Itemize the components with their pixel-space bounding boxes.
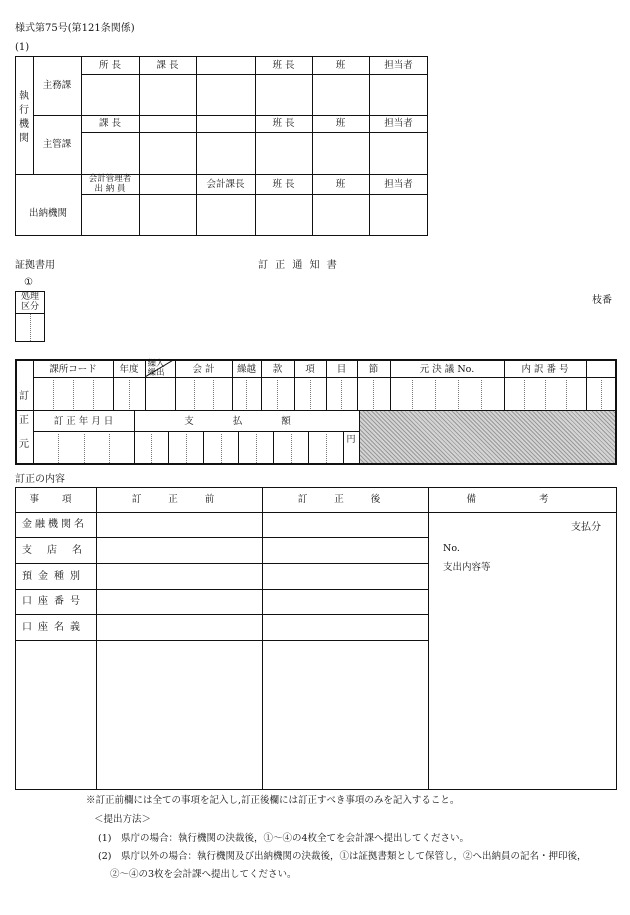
notes-detail-label: 支出内容等 xyxy=(443,562,491,573)
notes-no-label: No. xyxy=(443,543,460,554)
correction-source-label: 訂正元 xyxy=(19,391,29,450)
header-after: 訂 正 後 xyxy=(297,494,393,505)
notes-payment-label: 支払分 xyxy=(571,522,601,533)
processing-label-1: 処理 xyxy=(20,292,39,302)
header-moku: 目 xyxy=(336,364,347,375)
shumuka-label: 主務課 xyxy=(42,80,72,91)
doc-title: 訂 正 通 知 書 xyxy=(258,260,339,271)
header-kan: 款 xyxy=(272,364,283,375)
header-kou: 項 xyxy=(305,364,315,375)
header-item: 事 項 xyxy=(29,494,82,505)
header-fiscal-year: 年度 xyxy=(119,364,139,375)
submission-method-1: (1) 県庁の場合：執行機関の決裁後，①～④の4枚全てを会計課へ提出してください。 xyxy=(98,833,470,844)
cashier-label: 出 納 員 xyxy=(94,184,126,194)
header-before: 訂 正 前 xyxy=(131,494,227,505)
header-payment-amount: 支 払 額 xyxy=(184,416,309,427)
approval-cell: 班 xyxy=(335,60,346,71)
header-account: 会 計 xyxy=(192,364,215,375)
approval-cell: 課 長 xyxy=(98,118,122,129)
header-correction-date: 訂 正 年 月 日 xyxy=(53,416,114,427)
processing-label-2: 区分 xyxy=(20,302,39,312)
form-number: 様式第75号(第121条関係) xyxy=(15,23,135,34)
header-resolution-no: 元 決 議 No. xyxy=(419,364,475,375)
row-bank-name: 金融機関名 xyxy=(22,519,87,530)
header-breakdown-no: 内 訳 番 号 xyxy=(521,364,569,375)
row-deposit-type: 預金種別 xyxy=(22,571,86,582)
header-kanshutsu: 繰出 xyxy=(147,368,165,378)
submission-method-title: ＜提出方法＞ xyxy=(94,814,152,825)
row-account-number: 口座番号 xyxy=(22,596,86,607)
branch-number-label: 枝番 xyxy=(592,295,612,306)
approval-cell: 班 xyxy=(335,118,346,129)
approval-cell: 班 xyxy=(335,179,346,190)
shukanka-label: 主管課 xyxy=(42,139,72,150)
submission-method-3: ②～④の3枚を会計課へ提出してください。 xyxy=(110,869,297,880)
approval-cell: 会計課長 xyxy=(206,179,245,190)
yen-label: 円 xyxy=(346,435,356,445)
approval-cell: 班 長 xyxy=(272,118,295,129)
header-kanyu: 繰入 xyxy=(147,359,165,369)
header-setsu: 節 xyxy=(368,364,379,375)
section-number: (1) xyxy=(15,42,30,53)
accounting-manager-label: 会計管理者 xyxy=(88,174,132,184)
copy-number: ① xyxy=(24,277,33,288)
approval-cell: 担当者 xyxy=(384,179,413,190)
contents-title: 訂正の内容 xyxy=(15,474,65,485)
approval-cell: 担当者 xyxy=(384,118,413,129)
header-notes: 備 考 xyxy=(466,494,579,505)
approval-cell: 所 長 xyxy=(98,60,122,71)
header-office-code: 課所コード xyxy=(49,364,97,375)
header-carryover: 繰越 xyxy=(236,364,256,375)
approval-cell: 班 長 xyxy=(272,60,295,71)
approval-cell: 課 長 xyxy=(156,60,179,71)
row-branch-name: 支店名 xyxy=(22,545,97,556)
row-account-holder: 口座名義 xyxy=(22,622,86,633)
submission-method-2: (2) 県庁以外の場合：執行機関及び出納機関の決裁後，①は証拠書類として保管し，②へ出納員の記名・押印後， xyxy=(98,851,587,862)
approval-cell: 担当者 xyxy=(384,60,413,71)
evidence-label: 証拠書用 xyxy=(15,260,55,271)
suitou-label: 出納機関 xyxy=(28,208,67,219)
footer-note: ※訂正前欄には全ての事項を記入し,訂正後欄には訂正すべき事項のみを記入すること。 xyxy=(86,795,460,806)
approval-cell: 班 長 xyxy=(272,179,295,190)
hatched-area xyxy=(359,411,615,463)
executing-agency-label: 執行機関 xyxy=(19,91,29,144)
